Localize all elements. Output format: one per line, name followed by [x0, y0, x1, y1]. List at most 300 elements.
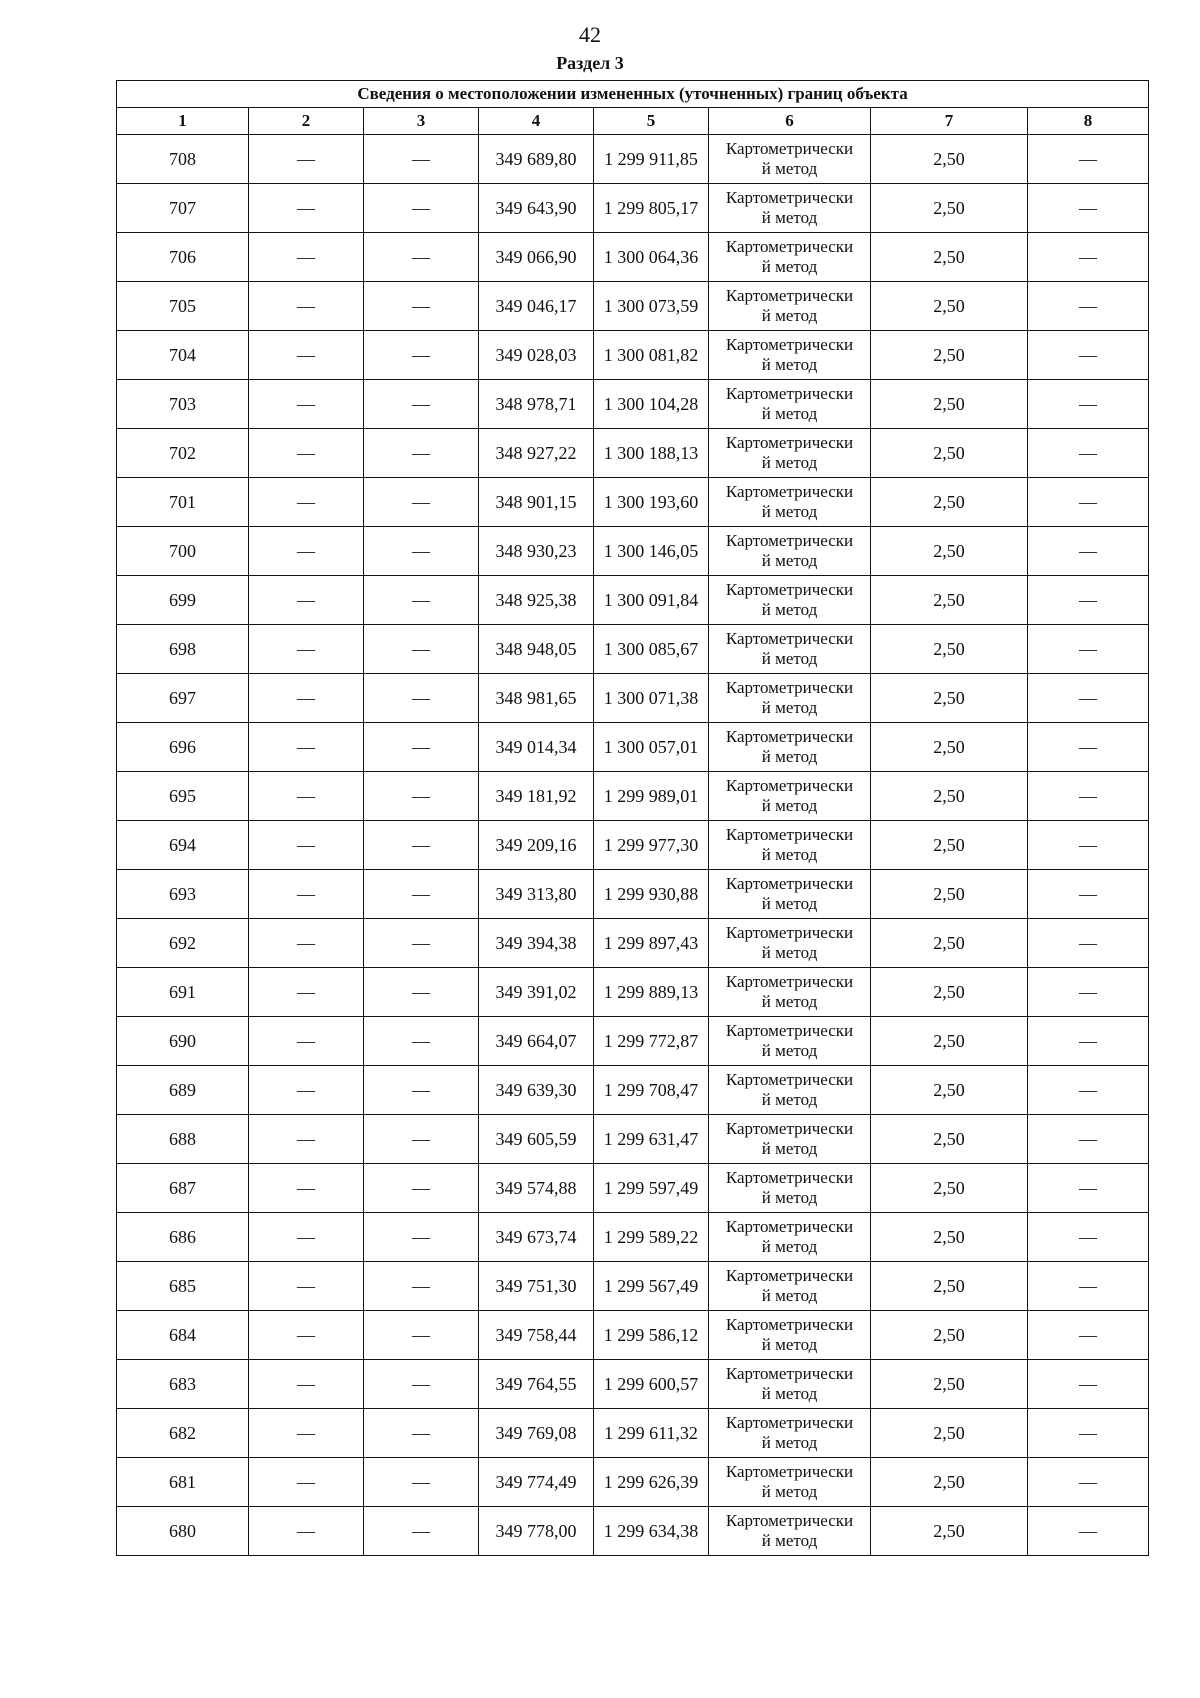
coordinate-y-cell: 1 299 567,49 — [594, 1262, 709, 1311]
method-cell — [709, 674, 871, 723]
empty-dash-cell: — — [249, 821, 364, 870]
empty-dash-cell: — — [249, 233, 364, 282]
method-text-line-2: й метод — [761, 1090, 818, 1109]
point-number-cell: 707 — [117, 184, 249, 233]
method-text-line-1: Картометрически — [725, 286, 854, 305]
empty-dash-cell: — — [1028, 1164, 1149, 1213]
method-cell — [709, 968, 871, 1017]
method-text-line-2: й метод — [761, 698, 818, 717]
method-cell — [709, 1360, 871, 1409]
empty-dash-cell: — — [364, 919, 479, 968]
accuracy-cell: 2,50 — [871, 870, 1028, 919]
empty-dash-cell: — — [1028, 478, 1149, 527]
coordinate-y-cell: 1 300 057,01 — [594, 723, 709, 772]
method-cell — [709, 380, 871, 429]
empty-dash-cell: — — [1028, 282, 1149, 331]
column-header-5: 5 — [594, 108, 709, 135]
accuracy-cell: 2,50 — [871, 576, 1028, 625]
coordinate-x-cell: 348 981,65 — [479, 674, 594, 723]
method-cell — [709, 1017, 871, 1066]
coordinate-x-cell: 349 574,88 — [479, 1164, 594, 1213]
accuracy-cell: 2,50 — [871, 380, 1028, 429]
empty-dash-cell: — — [249, 331, 364, 380]
table-row — [117, 1262, 1149, 1311]
coordinate-y-cell: 1 300 104,28 — [594, 380, 709, 429]
method-text-line-2: й метод — [761, 1237, 818, 1256]
empty-dash-cell: — — [1028, 1360, 1149, 1409]
column-header-3: 3 — [364, 108, 479, 135]
column-header-2: 2 — [249, 108, 364, 135]
empty-dash-cell: — — [249, 576, 364, 625]
accuracy-cell: 2,50 — [871, 135, 1028, 184]
coordinate-x-cell: 349 689,80 — [479, 135, 594, 184]
accuracy-cell: 2,50 — [871, 1164, 1028, 1213]
coordinate-x-cell: 349 774,49 — [479, 1458, 594, 1507]
method-text-line-2: й метод — [761, 404, 818, 423]
coordinate-y-cell: 1 299 611,32 — [594, 1409, 709, 1458]
table-row — [117, 429, 1149, 478]
method-cell — [709, 723, 871, 772]
method-text-line-2: й метод — [761, 1531, 818, 1550]
accuracy-cell: 2,50 — [871, 527, 1028, 576]
coordinate-y-cell: 1 299 589,22 — [594, 1213, 709, 1262]
coordinate-x-cell: 349 605,59 — [479, 1115, 594, 1164]
point-number-cell: 689 — [117, 1066, 249, 1115]
coordinate-x-cell: 349 643,90 — [479, 184, 594, 233]
empty-dash-cell: — — [364, 821, 479, 870]
section-title: Раздел 3 — [556, 53, 624, 73]
coordinate-y-cell: 1 299 586,12 — [594, 1311, 709, 1360]
empty-dash-cell: — — [364, 478, 479, 527]
method-text-line-1: Картометрически — [725, 1511, 854, 1530]
table-row — [117, 380, 1149, 429]
empty-dash-cell: — — [249, 674, 364, 723]
accuracy-cell: 2,50 — [871, 282, 1028, 331]
method-cell — [709, 527, 871, 576]
method-cell — [709, 870, 871, 919]
point-number-cell: 684 — [117, 1311, 249, 1360]
empty-dash-cell: — — [1028, 1262, 1149, 1311]
point-number-cell: 703 — [117, 380, 249, 429]
method-text-line-2: й метод — [761, 649, 818, 668]
method-cell — [709, 478, 871, 527]
table-row — [117, 1360, 1149, 1409]
method-text-line-1: Картометрически — [725, 482, 854, 501]
method-text-line-2: й метод — [761, 747, 818, 766]
coordinate-y-cell: 1 299 911,85 — [594, 135, 709, 184]
coordinate-y-cell: 1 299 805,17 — [594, 184, 709, 233]
table-row — [117, 1409, 1149, 1458]
coordinate-x-cell: 349 758,44 — [479, 1311, 594, 1360]
method-text-line-2: й метод — [761, 1139, 818, 1158]
method-text-line-2: й метод — [761, 355, 818, 374]
coordinate-y-cell: 1 299 634,38 — [594, 1507, 709, 1556]
table-row — [117, 233, 1149, 282]
coordinate-x-cell: 349 181,92 — [479, 772, 594, 821]
method-text-line-1: Картометрически — [725, 825, 854, 844]
empty-dash-cell: — — [364, 282, 479, 331]
empty-dash-cell: — — [1028, 1213, 1149, 1262]
empty-dash-cell: — — [249, 429, 364, 478]
method-text-line-2: й метод — [761, 159, 818, 178]
empty-dash-cell: — — [1028, 1507, 1149, 1556]
point-number-cell: 683 — [117, 1360, 249, 1409]
coordinate-x-cell: 349 028,03 — [479, 331, 594, 380]
table-row — [117, 821, 1149, 870]
empty-dash-cell: — — [249, 282, 364, 331]
method-cell — [709, 429, 871, 478]
empty-dash-cell: — — [364, 184, 479, 233]
table-row — [117, 1311, 1149, 1360]
empty-dash-cell: — — [1028, 576, 1149, 625]
point-number-cell: 701 — [117, 478, 249, 527]
empty-dash-cell: — — [1028, 1017, 1149, 1066]
coordinate-x-cell: 349 778,00 — [479, 1507, 594, 1556]
table-row — [117, 772, 1149, 821]
empty-dash-cell: — — [364, 1164, 479, 1213]
empty-dash-cell: — — [1028, 1311, 1149, 1360]
empty-dash-cell: — — [364, 625, 479, 674]
method-text-line-1: Картометрически — [725, 972, 854, 991]
coordinate-y-cell: 1 300 071,38 — [594, 674, 709, 723]
accuracy-cell: 2,50 — [871, 1115, 1028, 1164]
point-number-cell: 686 — [117, 1213, 249, 1262]
empty-dash-cell: — — [249, 919, 364, 968]
empty-dash-cell: — — [364, 429, 479, 478]
coordinate-x-cell: 348 901,15 — [479, 478, 594, 527]
method-cell — [709, 282, 871, 331]
point-number-cell: 685 — [117, 1262, 249, 1311]
coordinate-x-cell: 349 764,55 — [479, 1360, 594, 1409]
coordinate-y-cell: 1 299 772,87 — [594, 1017, 709, 1066]
method-cell — [709, 1213, 871, 1262]
empty-dash-cell: — — [364, 772, 479, 821]
point-number-cell: 682 — [117, 1409, 249, 1458]
coordinate-y-cell: 1 299 930,88 — [594, 870, 709, 919]
empty-dash-cell: — — [249, 184, 364, 233]
coordinate-x-cell: 348 925,38 — [479, 576, 594, 625]
empty-dash-cell: — — [364, 1066, 479, 1115]
point-number-cell: 688 — [117, 1115, 249, 1164]
method-text-line-1: Картометрически — [725, 1462, 854, 1481]
table-row — [117, 527, 1149, 576]
method-text-line-2: й метод — [761, 1335, 818, 1354]
boundary-coordinates-table — [116, 80, 1149, 1556]
coordinate-y-cell: 1 300 091,84 — [594, 576, 709, 625]
table-row — [117, 674, 1149, 723]
method-text-line-1: Картометрически — [725, 531, 854, 550]
method-cell — [709, 184, 871, 233]
table-row — [117, 870, 1149, 919]
empty-dash-cell: — — [1028, 233, 1149, 282]
empty-dash-cell: — — [1028, 1115, 1149, 1164]
coordinate-x-cell: 349 639,30 — [479, 1066, 594, 1115]
coordinate-y-cell: 1 299 626,39 — [594, 1458, 709, 1507]
point-number-cell: 687 — [117, 1164, 249, 1213]
method-text-line-2: й метод — [761, 306, 818, 325]
column-header-8: 8 — [1028, 108, 1149, 135]
point-number-cell: 697 — [117, 674, 249, 723]
empty-dash-cell: — — [1028, 772, 1149, 821]
point-number-cell: 690 — [117, 1017, 249, 1066]
accuracy-cell: 2,50 — [871, 478, 1028, 527]
coordinate-x-cell: 349 394,38 — [479, 919, 594, 968]
point-number-cell: 693 — [117, 870, 249, 919]
table-row — [117, 1164, 1149, 1213]
empty-dash-cell: — — [364, 1115, 479, 1164]
table-row — [117, 1458, 1149, 1507]
method-text-line-1: Картометрически — [725, 1070, 854, 1089]
coordinate-y-cell: 1 300 085,67 — [594, 625, 709, 674]
table-row — [117, 723, 1149, 772]
empty-dash-cell: — — [249, 625, 364, 674]
table-row — [117, 919, 1149, 968]
empty-dash-cell: — — [364, 1409, 479, 1458]
point-number-cell: 700 — [117, 527, 249, 576]
empty-dash-cell: — — [364, 331, 479, 380]
empty-dash-cell: — — [249, 723, 364, 772]
point-number-cell: 706 — [117, 233, 249, 282]
empty-dash-cell: — — [249, 772, 364, 821]
method-cell — [709, 1409, 871, 1458]
coordinate-x-cell: 348 978,71 — [479, 380, 594, 429]
accuracy-cell: 2,50 — [871, 1066, 1028, 1115]
method-cell — [709, 1066, 871, 1115]
table-row — [117, 968, 1149, 1017]
method-text-line-1: Картометрически — [725, 1168, 854, 1187]
empty-dash-cell: — — [364, 1311, 479, 1360]
method-cell — [709, 135, 871, 184]
method-text-line-1: Картометрически — [725, 237, 854, 256]
point-number-cell: 691 — [117, 968, 249, 1017]
point-number-cell: 692 — [117, 919, 249, 968]
accuracy-cell: 2,50 — [871, 1262, 1028, 1311]
method-cell — [709, 233, 871, 282]
accuracy-cell: 2,50 — [871, 1507, 1028, 1556]
empty-dash-cell: — — [249, 1115, 364, 1164]
coordinate-x-cell: 349 066,90 — [479, 233, 594, 282]
method-text-line-1: Картометрически — [725, 580, 854, 599]
table-row — [117, 184, 1149, 233]
method-text-line-1: Картометрически — [725, 629, 854, 648]
accuracy-cell: 2,50 — [871, 674, 1028, 723]
coordinate-y-cell: 1 300 188,13 — [594, 429, 709, 478]
table-row — [117, 1017, 1149, 1066]
method-text-line-1: Картометрически — [725, 384, 854, 403]
coordinate-x-cell: 349 313,80 — [479, 870, 594, 919]
point-number-cell: 705 — [117, 282, 249, 331]
method-cell — [709, 1507, 871, 1556]
method-cell — [709, 1458, 871, 1507]
empty-dash-cell: — — [249, 135, 364, 184]
method-text-line-1: Картометрически — [725, 1266, 854, 1285]
method-text-line-1: Картометрически — [725, 1315, 854, 1334]
column-header-row — [117, 108, 1149, 135]
table-row — [117, 1213, 1149, 1262]
method-text-line-1: Картометрически — [725, 678, 854, 697]
coordinate-y-cell: 1 299 600,57 — [594, 1360, 709, 1409]
coordinate-y-cell: 1 299 631,47 — [594, 1115, 709, 1164]
method-cell — [709, 919, 871, 968]
empty-dash-cell: — — [364, 968, 479, 1017]
empty-dash-cell: — — [1028, 968, 1149, 1017]
empty-dash-cell: — — [364, 870, 479, 919]
coordinate-x-cell: 349 769,08 — [479, 1409, 594, 1458]
accuracy-cell: 2,50 — [871, 968, 1028, 1017]
empty-dash-cell: — — [364, 1507, 479, 1556]
accuracy-cell: 2,50 — [871, 1213, 1028, 1262]
table-row — [117, 1115, 1149, 1164]
empty-dash-cell: — — [249, 1066, 364, 1115]
method-text-line-2: й метод — [761, 1384, 818, 1403]
coordinate-y-cell: 1 299 989,01 — [594, 772, 709, 821]
accuracy-cell: 2,50 — [871, 184, 1028, 233]
point-number-cell: 699 — [117, 576, 249, 625]
column-header-7: 7 — [871, 108, 1028, 135]
point-number-cell: 702 — [117, 429, 249, 478]
method-cell — [709, 576, 871, 625]
empty-dash-cell: — — [249, 1262, 364, 1311]
coordinate-y-cell: 1 300 073,59 — [594, 282, 709, 331]
point-number-cell: 704 — [117, 331, 249, 380]
table-body — [117, 135, 1149, 1556]
table-row — [117, 331, 1149, 380]
method-text-line-2: й метод — [761, 796, 818, 815]
coordinate-y-cell: 1 300 146,05 — [594, 527, 709, 576]
column-header-6: 6 — [709, 108, 871, 135]
point-number-cell: 680 — [117, 1507, 249, 1556]
method-text-line-1: Картометрически — [725, 727, 854, 746]
method-text-line-2: й метод — [761, 453, 818, 472]
empty-dash-cell: — — [364, 576, 479, 625]
empty-dash-cell: — — [1028, 527, 1149, 576]
table-row — [117, 1507, 1149, 1556]
table-caption: Сведения о местоположении измененных (уточненных) границ объекта — [117, 81, 1149, 108]
coordinate-x-cell: 348 927,22 — [479, 429, 594, 478]
method-text-line-1: Картометрически — [725, 188, 854, 207]
method-cell — [709, 821, 871, 870]
method-text-line-1: Картометрически — [725, 1364, 854, 1383]
method-cell — [709, 1262, 871, 1311]
empty-dash-cell: — — [1028, 1409, 1149, 1458]
accuracy-cell: 2,50 — [871, 331, 1028, 380]
accuracy-cell: 2,50 — [871, 772, 1028, 821]
empty-dash-cell: — — [249, 380, 364, 429]
coordinate-x-cell: 349 751,30 — [479, 1262, 594, 1311]
empty-dash-cell: — — [1028, 380, 1149, 429]
coordinate-y-cell: 1 300 193,60 — [594, 478, 709, 527]
method-cell — [709, 1115, 871, 1164]
empty-dash-cell: — — [364, 1360, 479, 1409]
method-text-line-2: й метод — [761, 502, 818, 521]
method-cell — [709, 625, 871, 674]
empty-dash-cell: — — [249, 527, 364, 576]
accuracy-cell: 2,50 — [871, 821, 1028, 870]
coordinate-x-cell: 349 664,07 — [479, 1017, 594, 1066]
method-text-line-2: й метод — [761, 551, 818, 570]
empty-dash-cell: — — [249, 1017, 364, 1066]
empty-dash-cell: — — [1028, 184, 1149, 233]
method-cell — [709, 331, 871, 380]
empty-dash-cell: — — [1028, 870, 1149, 919]
point-number-cell: 694 — [117, 821, 249, 870]
method-text-line-2: й метод — [761, 208, 818, 227]
empty-dash-cell: — — [1028, 723, 1149, 772]
empty-dash-cell: — — [1028, 625, 1149, 674]
empty-dash-cell: — — [249, 968, 364, 1017]
empty-dash-cell: — — [1028, 1066, 1149, 1115]
column-header-1: 1 — [117, 108, 249, 135]
table-row — [117, 576, 1149, 625]
method-text-line-1: Картометрически — [725, 776, 854, 795]
empty-dash-cell: — — [364, 527, 479, 576]
method-text-line-2: й метод — [761, 1188, 818, 1207]
empty-dash-cell: — — [364, 233, 479, 282]
method-text-line-2: й метод — [761, 1286, 818, 1305]
coordinate-x-cell: 349 046,17 — [479, 282, 594, 331]
empty-dash-cell: — — [1028, 919, 1149, 968]
accuracy-cell: 2,50 — [871, 1360, 1028, 1409]
coordinate-x-cell: 349 673,74 — [479, 1213, 594, 1262]
point-number-cell: 695 — [117, 772, 249, 821]
empty-dash-cell: — — [364, 674, 479, 723]
empty-dash-cell: — — [1028, 821, 1149, 870]
accuracy-cell: 2,50 — [871, 723, 1028, 772]
accuracy-cell: 2,50 — [871, 429, 1028, 478]
empty-dash-cell: — — [1028, 135, 1149, 184]
empty-dash-cell: — — [364, 1017, 479, 1066]
method-text-line-2: й метод — [761, 1433, 818, 1452]
coordinate-y-cell: 1 299 889,13 — [594, 968, 709, 1017]
empty-dash-cell: — — [1028, 331, 1149, 380]
method-text-line-2: й метод — [761, 1041, 818, 1060]
page-number: 42 — [579, 22, 601, 47]
method-text-line-1: Картометрически — [725, 433, 854, 452]
method-text-line-2: й метод — [761, 894, 818, 913]
coordinate-x-cell: 348 948,05 — [479, 625, 594, 674]
coordinate-x-cell: 348 930,23 — [479, 527, 594, 576]
point-number-cell: 698 — [117, 625, 249, 674]
coordinate-y-cell: 1 299 897,43 — [594, 919, 709, 968]
method-text-line-2: й метод — [761, 992, 818, 1011]
method-text-line-2: й метод — [761, 600, 818, 619]
method-text-line-1: Картометрически — [725, 874, 854, 893]
empty-dash-cell: — — [249, 1311, 364, 1360]
method-text-line-1: Картометрически — [725, 923, 854, 942]
method-cell — [709, 1164, 871, 1213]
method-text-line-1: Картометрически — [725, 1119, 854, 1138]
coordinate-y-cell: 1 300 081,82 — [594, 331, 709, 380]
empty-dash-cell: — — [249, 1164, 364, 1213]
empty-dash-cell: — — [249, 1458, 364, 1507]
empty-dash-cell: — — [249, 1507, 364, 1556]
accuracy-cell: 2,50 — [871, 625, 1028, 674]
method-cell — [709, 1311, 871, 1360]
accuracy-cell: 2,50 — [871, 1017, 1028, 1066]
point-number-cell: 696 — [117, 723, 249, 772]
table-row — [117, 478, 1149, 527]
method-text-line-1: Картометрически — [725, 335, 854, 354]
coordinate-x-cell: 349 209,16 — [479, 821, 594, 870]
table-row — [117, 135, 1149, 184]
accuracy-cell: 2,50 — [871, 1409, 1028, 1458]
method-text-line-1: Картометрически — [725, 1413, 854, 1432]
accuracy-cell: 2,50 — [871, 1458, 1028, 1507]
empty-dash-cell: — — [249, 1409, 364, 1458]
method-text-line-1: Картометрически — [725, 1217, 854, 1236]
method-text-line-2: й метод — [761, 845, 818, 864]
coordinate-y-cell: 1 299 977,30 — [594, 821, 709, 870]
